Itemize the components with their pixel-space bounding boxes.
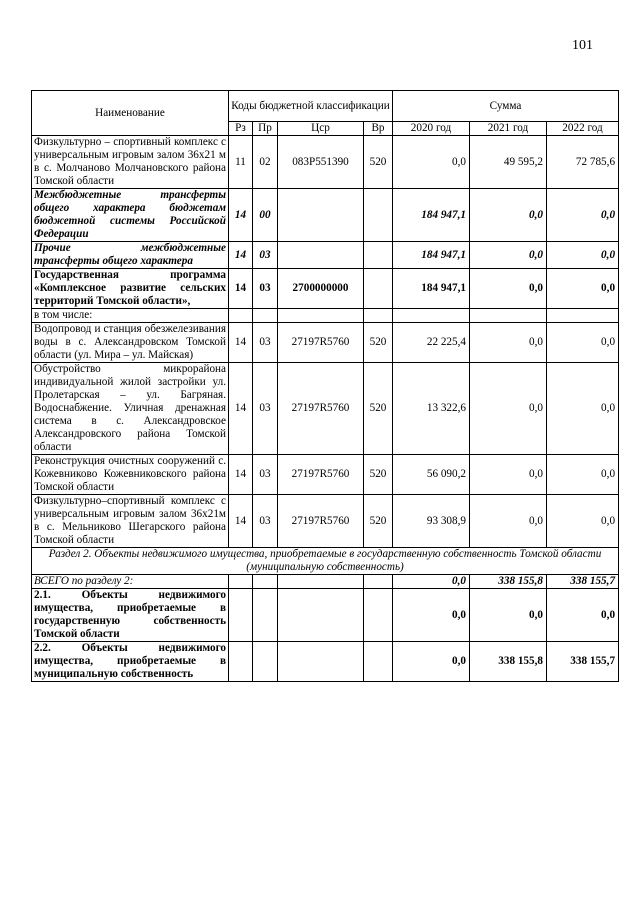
item-2022: 0,0 [547,589,619,642]
row-name: в том числе: [32,309,229,323]
row-2020: 184 947,1 [393,242,470,269]
row-2022: 0,0 [547,189,619,242]
item-2020: 0,0 [393,642,470,682]
row-2021: 49 595,2 [470,136,547,189]
item-pr [253,589,278,642]
total-2022: 338 155,7 [547,575,619,589]
total-label: ВСЕГО по разделу 2: [32,575,229,589]
row-rz: 14 [229,242,253,269]
total-csr [278,575,364,589]
row-2020: 22 225,4 [393,323,470,363]
row-name: Государственная программа «Комплексное развитие сельских территорий Томской области», [32,269,229,309]
row-2021: 0,0 [470,495,547,548]
row-pr: 03 [253,242,278,269]
row-vr: 520 [364,455,393,495]
row-vr: 520 [364,136,393,189]
row-name: Физкультурно–спортивный комплекс с универсальным игровым залом 36х21м в с. Мельниково Шегарского района Томской области [32,495,229,548]
row-vr: 520 [364,495,393,548]
header-2021: 2021 год [470,122,547,136]
row-2022 [547,309,619,323]
row-2021: 0,0 [470,269,547,309]
row-csr: 27197R5760 [278,455,364,495]
row-pr: 00 [253,189,278,242]
section-row [32,548,619,575]
row-2022: 0,0 [547,242,619,269]
row-csr: 2700000000 [278,269,364,309]
row-vr [364,242,393,269]
row-pr: 03 [253,455,278,495]
header-pr: Пр [253,122,278,136]
table-row [32,269,619,309]
row-2022: 72 785,6 [547,136,619,189]
row-rz: 14 [229,363,253,455]
row-2021 [470,309,547,323]
item-name: 2.2. Объекты недвижимого имущества, приобретаемые в муниципальную собственность [32,642,229,682]
row-2021: 0,0 [470,189,547,242]
row-rz: 14 [229,495,253,548]
item-2022: 338 155,7 [547,642,619,682]
header-codes: Коды бюджетной классификации [229,91,393,122]
row-rz [229,309,253,323]
row-csr: 083P551390 [278,136,364,189]
row-pr: 02 [253,136,278,189]
table-row [32,309,619,323]
row-pr: 03 [253,269,278,309]
row-2020: 56 090,2 [393,455,470,495]
item-pr [253,642,278,682]
row-2022: 0,0 [547,269,619,309]
row-2020: 93 308,9 [393,495,470,548]
total-2021: 338 155,8 [470,575,547,589]
row-2021: 0,0 [470,455,547,495]
table-row [32,189,619,242]
row-vr: 520 [364,323,393,363]
row-2020: 184 947,1 [393,269,470,309]
table-row [32,136,619,189]
row-rz: 11 [229,136,253,189]
row-rz: 14 [229,455,253,495]
row-2020 [393,309,470,323]
row-pr: 03 [253,323,278,363]
table-row [32,455,619,495]
item-vr [364,642,393,682]
table-row [32,589,619,642]
item-2021: 0,0 [470,589,547,642]
row-2020: 13 322,6 [393,363,470,455]
row-csr: 27197R5760 [278,323,364,363]
table-row [32,242,619,269]
row-csr: 27197R5760 [278,495,364,548]
total-2020: 0,0 [393,575,470,589]
header-2022: 2022 год [547,122,619,136]
row-vr [364,189,393,242]
row-csr: 27197R5760 [278,363,364,455]
row-pr: 03 [253,363,278,455]
row-2022: 0,0 [547,455,619,495]
row-name: Реконструкция очистных сооружений с. Кожевниково Кожевниковского района Томской области [32,455,229,495]
row-2022: 0,0 [547,495,619,548]
row-rz: 14 [229,189,253,242]
total-rz [229,575,253,589]
item-csr [278,589,364,642]
total-row [32,575,619,589]
header-2020: 2020 год [393,122,470,136]
table-row [32,642,619,682]
row-name: Межбюджетные трансферты общего характера бюджетам бюджетной системы Российской Федерации [32,189,229,242]
row-csr [278,189,364,242]
row-csr [278,309,364,323]
row-pr [253,309,278,323]
row-2020: 184 947,1 [393,189,470,242]
item-rz [229,589,253,642]
row-name: Физкультурно – спортивный комплекс с универсальным игровым залом 36х21 м в с. Молчаново Молчановского района Томской области [32,136,229,189]
row-2022: 0,0 [547,323,619,363]
row-name: Прочие межбюджетные трансферты общего характера [32,242,229,269]
total-vr [364,575,393,589]
item-name: 2.1. Объекты недвижимого имущества, приобретаемые в государственную собственность Томской области [32,589,229,642]
item-csr [278,642,364,682]
item-vr [364,589,393,642]
row-rz: 14 [229,323,253,363]
total-pr [253,575,278,589]
table-row [32,323,619,363]
item-2020: 0,0 [393,589,470,642]
item-rz [229,642,253,682]
header-rz: Рз [229,122,253,136]
table-row [32,495,619,548]
row-2021: 0,0 [470,242,547,269]
row-rz: 14 [229,269,253,309]
row-pr: 03 [253,495,278,548]
page-number: 101 [572,38,593,53]
table-row [32,363,619,455]
row-2022: 0,0 [547,363,619,455]
row-vr [364,309,393,323]
header-sum: Сумма [393,91,619,122]
item-2021: 338 155,8 [470,642,547,682]
row-vr [364,269,393,309]
row-2020: 0,0 [393,136,470,189]
section-title: Раздел 2. Объекты недвижимого имущества, приобретаемые в государственную собственность Томской области (муниципальную собственность) [32,548,619,575]
header-csr: Цср [278,122,364,136]
budget-table [31,90,619,682]
row-vr: 520 [364,363,393,455]
row-2021: 0,0 [470,323,547,363]
header-vr: Вр [364,122,393,136]
row-2021: 0,0 [470,363,547,455]
row-name: Обустройство микрорайона индивидуальной жилой застройки ул. Пролетарская – ул. Багряная. Водоснабжение. Уличная дренажная система в с. Александровское Александровского района Томской области [32,363,229,455]
header-name: Наименование [32,91,229,136]
row-name: Водопровод и станция обезжелезивания воды в с. Александровском Томской области (ул. Мира – ул. Майская) [32,323,229,363]
row-csr [278,242,364,269]
